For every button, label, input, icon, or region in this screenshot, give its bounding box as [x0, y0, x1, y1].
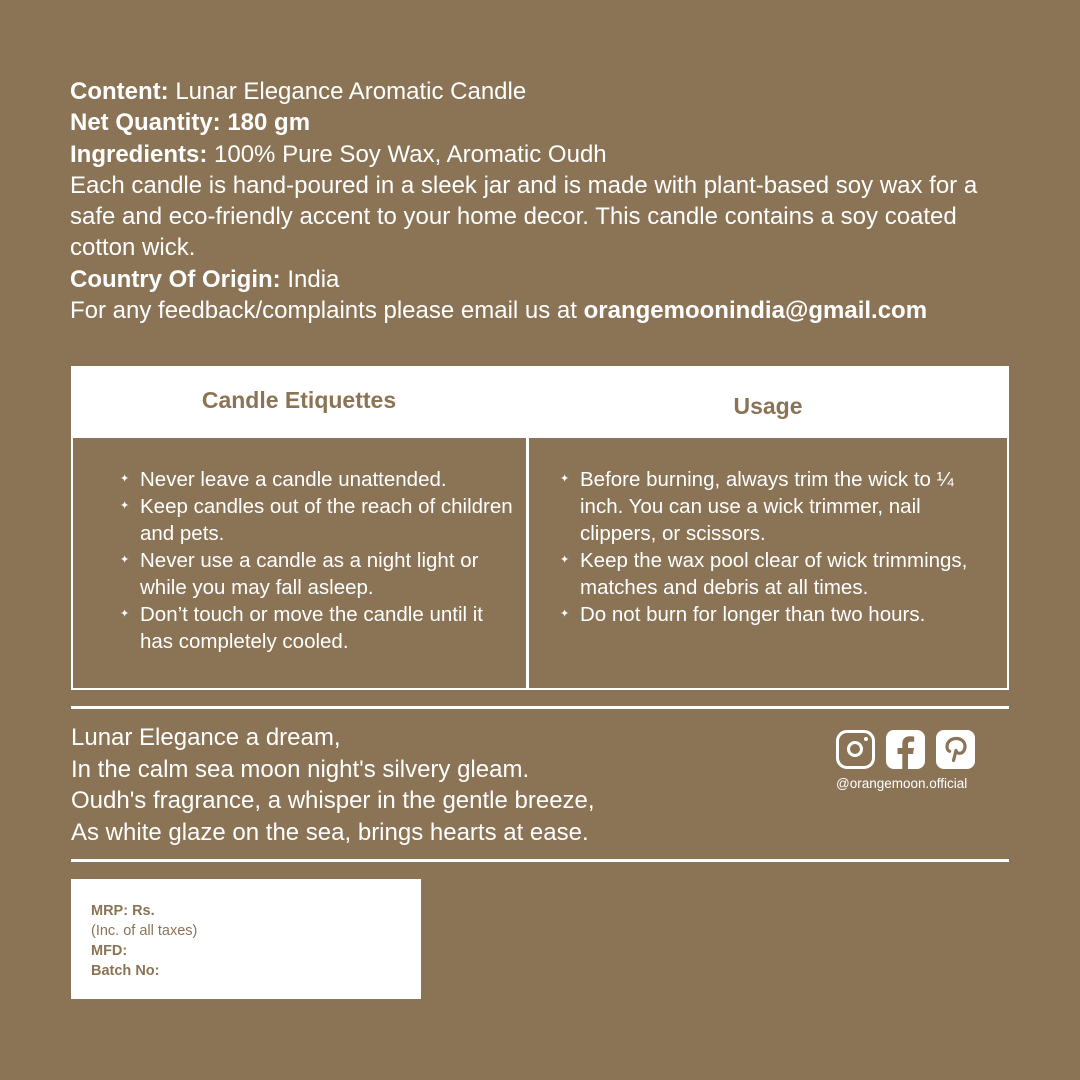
column-divider	[526, 438, 529, 688]
list-item: ✦ Do not burn for longer than two hours.	[560, 603, 926, 626]
info-table	[71, 366, 1009, 690]
taxes-note: (Inc. of all taxes)	[91, 923, 198, 939]
sparkle-icon: ✦	[120, 473, 130, 485]
usage-list	[558, 466, 998, 628]
etiquettes-list	[118, 466, 518, 655]
mfd-label: MFD:	[91, 943, 128, 959]
bottom-divider	[71, 859, 1009, 862]
pinterest-icon[interactable]	[936, 730, 975, 769]
mrp-label: MRP: Rs.	[91, 903, 155, 919]
facebook-icon[interactable]	[886, 730, 925, 769]
list-item: ✦ Before burning, always trim the wick to ¼ inch. You can use a wick trimmer, nail clippers, or scissors.	[560, 468, 954, 545]
product-info	[70, 76, 1030, 326]
list-item: ✦ Keep candles out of the reach of children and pets.	[120, 495, 513, 545]
list-item: ✦ Never use a candle as a night light or while you may fall asleep.	[120, 549, 479, 599]
table-header	[73, 368, 1007, 438]
email-link[interactable]: orangemoonindia@gmail.com	[583, 297, 928, 325]
content-line	[70, 76, 1030, 107]
list-item: ✦ Don’t touch or move the candle until it has completely cooled.	[120, 603, 483, 653]
list-item: ✦ Never leave a candle unattended.	[120, 468, 447, 491]
social-handle[interactable]: @orangemoon.official	[836, 776, 968, 791]
poem-line: Lunar Elegance a dream,	[71, 724, 341, 751]
social-icons	[836, 730, 986, 769]
sparkle-icon: ✦	[120, 554, 130, 566]
content-value: Lunar Elegance Aromatic Candle	[175, 78, 527, 105]
usage-heading: Usage	[733, 393, 803, 419]
origin-line	[70, 264, 1030, 295]
net-quantity: Net Quantity: 180 gm	[70, 109, 311, 137]
feedback-text: For any feedback/complaints please email us at	[70, 297, 577, 325]
ingredients-value: 100% Pure Soy Wax, Aromatic Oudh	[214, 140, 607, 168]
instagram-icon[interactable]	[836, 730, 875, 769]
sparkle-icon: ✦	[560, 473, 570, 485]
sparkle-icon: ✦	[560, 554, 570, 566]
feedback-line	[70, 295, 1030, 326]
ingredients-label: Ingredients:	[70, 140, 208, 168]
description: Each candle is hand-poured in a sleek jar and is made with plant-based soy wax for a safe and eco-friendly accent to your home decor. This candle contains a soy coated cotton wick.	[70, 171, 978, 262]
ingredients-line	[70, 139, 1030, 170]
poem	[71, 722, 595, 848]
batch-label: Batch No:	[91, 963, 160, 979]
content-label: Content:	[70, 78, 169, 105]
etiquettes-heading: Candle Etiquettes	[201, 387, 397, 413]
origin-value: India	[287, 265, 340, 293]
social-links	[836, 730, 986, 791]
sparkle-icon: ✦	[120, 608, 130, 620]
poem-line: In the calm sea moon night's silvery gleam.	[71, 755, 530, 783]
net-quantity-line	[70, 107, 1030, 138]
poem-line: As white glaze on the sea, brings hearts at ease.	[71, 818, 589, 846]
top-divider	[71, 706, 1009, 709]
mrp-box	[71, 879, 421, 999]
poem-line: Oudh's fragrance, a whisper in the gentle breeze,	[71, 787, 595, 814]
list-item: ✦ Keep the wax pool clear of wick trimmings, matches and debris at all times.	[560, 549, 968, 599]
origin-label: Country Of Origin:	[70, 265, 281, 293]
sparkle-icon: ✦	[120, 500, 130, 512]
sparkle-icon: ✦	[560, 608, 570, 620]
